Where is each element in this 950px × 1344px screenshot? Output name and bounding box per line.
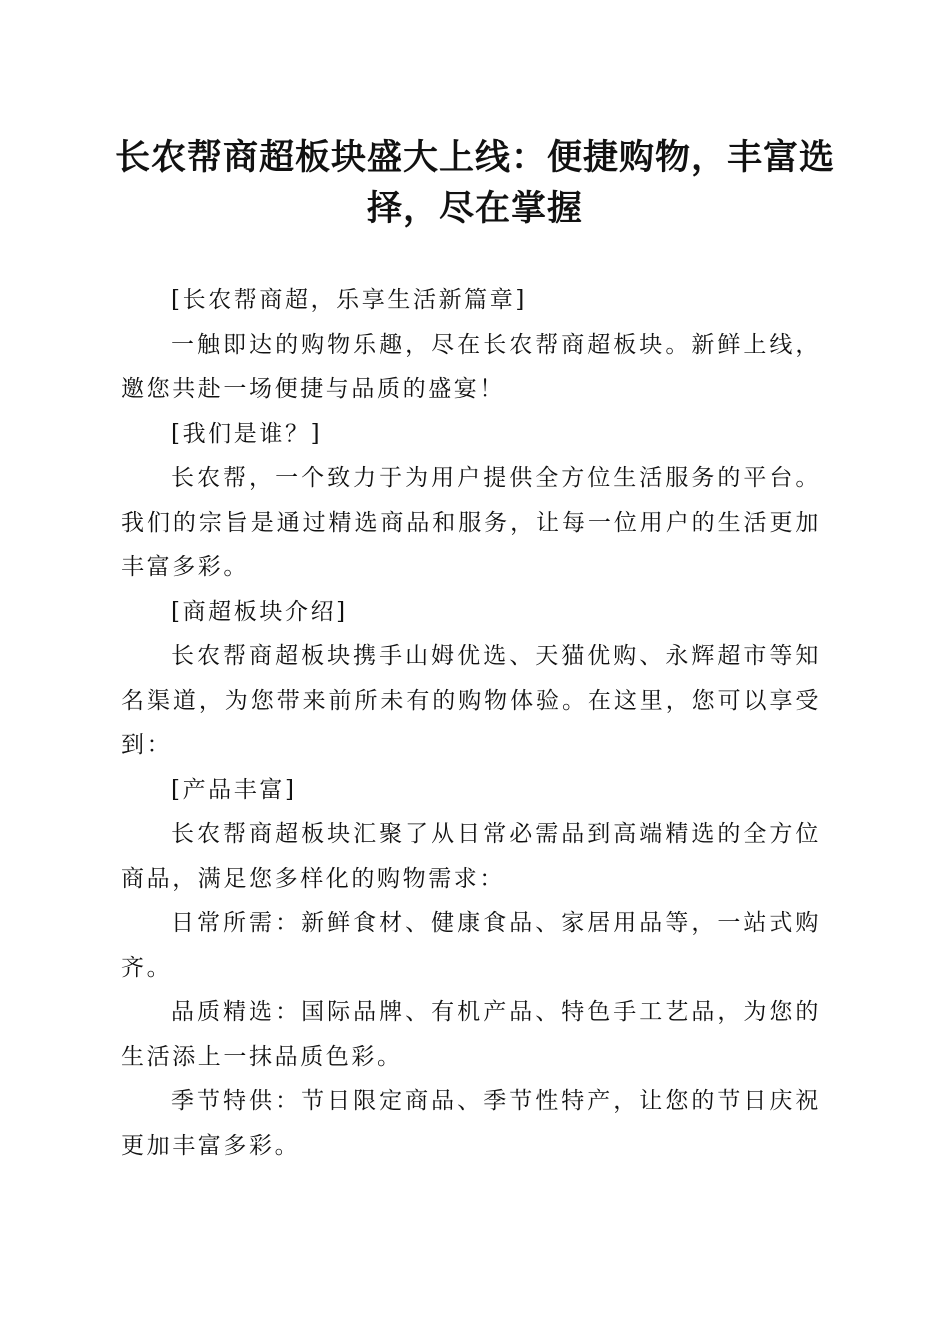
section-heading-rich-products: [产品丰富] [171,776,297,803]
document-title: 长农帮商超板块盛大上线：便捷购物，丰富选择，尽在掌握 [114,137,835,229]
rich-products-paragraph: 长农帮商超板块汇聚了从日常必需品到高端精选的全方位商品，满足您多样化的购物需求： [121,821,821,892]
seasonal-specials-paragraph: 季节特供：节日限定商品、季节性特产，让您的节日庆祝更加丰富多彩。 [121,1088,821,1159]
who-we-are-paragraph: 长农帮，一个致力于为用户提供全方位生活服务的平台。我们的宗旨是通过精选商品和服务，让每一位用户的生活更加丰富多彩。 [121,465,821,580]
document-body [121,278,821,1168]
daily-needs-paragraph: 日常所需：新鲜食材、健康食品、家居用品等，一站式购齐。 [121,910,821,981]
section-heading-who-we-are: [我们是谁？] [171,420,323,447]
quality-selection-paragraph: 品质精选：国际品牌、有机产品、特色手工艺品，为您的生活添上一抹品质色彩。 [121,999,821,1070]
intro-paragraph: 一触即达的购物乐趣，尽在长农帮商超板块。新鲜上线，邀您共赴一场便捷与品质的盛宴！ [121,331,821,402]
section-heading-supermarket-intro: [商超板块介绍] [171,598,348,625]
section-heading-intro: [长农帮商超，乐享生活新篇章] [171,287,527,313]
supermarket-intro-paragraph: 长农帮商超板块携手山姆优选、天猫优购、永辉超市等知名渠道，为您带来前所未有的购物体验。在这里，您可以享受到： [121,643,821,758]
